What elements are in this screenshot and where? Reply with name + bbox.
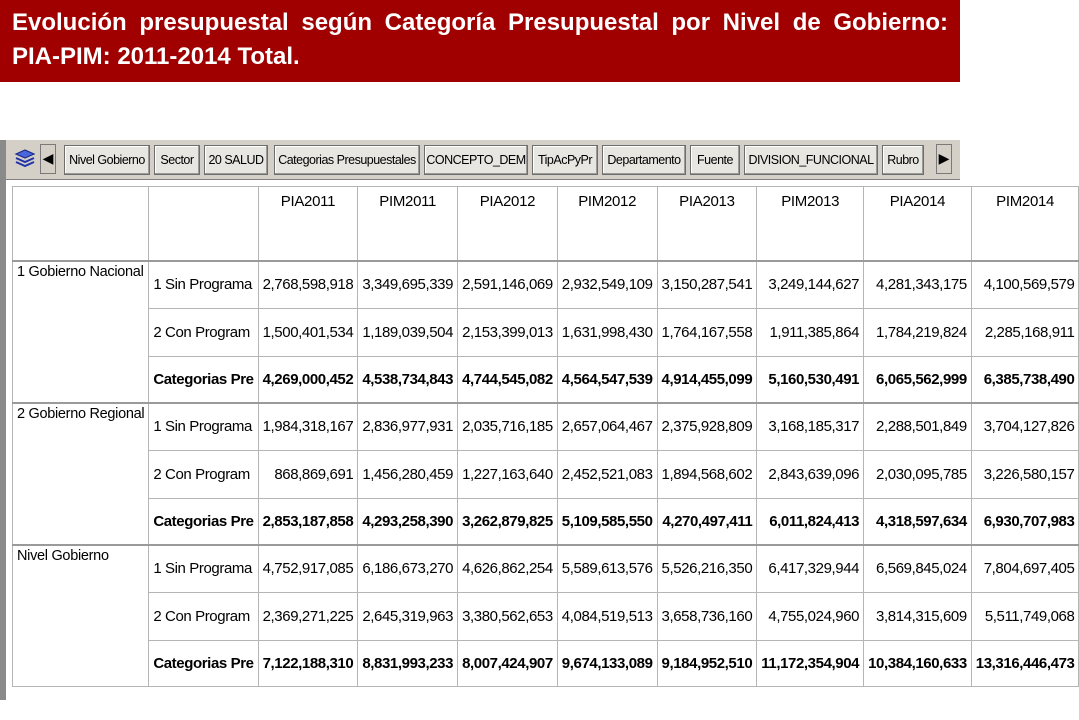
table-cell: 4,270,497,411 <box>657 499 757 545</box>
table-cell: 868,869,691 <box>258 451 358 499</box>
dimension-button-sector[interactable]: Sector <box>154 145 200 175</box>
row-category-label[interactable]: Categorias Pre <box>149 641 258 687</box>
table-cell: 3,249,144,627 <box>757 261 864 309</box>
table-cell: 1,189,039,504 <box>358 309 458 357</box>
table-cell: 11,172,354,904 <box>757 641 864 687</box>
table-cell: 6,186,673,270 <box>358 545 458 593</box>
dimension-button-division-funcional[interactable]: DIVISION_FUNCIONAL <box>744 145 878 175</box>
table-cell: 3,658,736,160 <box>657 593 757 641</box>
table-cell: 2,369,271,225 <box>258 593 358 641</box>
table-cell: 1,764,167,558 <box>657 309 757 357</box>
corner-cell <box>13 187 149 261</box>
dimension-button-rubro[interactable]: Rubro <box>882 145 924 175</box>
table-cell: 8,007,424,907 <box>458 641 558 687</box>
table-row <box>13 261 1079 309</box>
row-category-label[interactable]: 2 Con Program <box>149 309 258 357</box>
table-cell: 2,288,501,849 <box>864 403 972 451</box>
table-cell: 2,030,095,785 <box>864 451 972 499</box>
table-cell: 4,269,000,452 <box>258 357 358 403</box>
row-category-label[interactable]: 1 Sin Programa <box>149 261 258 309</box>
dimension-button-concepto-dem[interactable]: CONCEPTO_DEM <box>424 145 528 175</box>
table-cell: 2,836,977,931 <box>358 403 458 451</box>
table-cell: 1,500,401,534 <box>258 309 358 357</box>
table-row-total <box>13 357 1079 403</box>
table-cell: 4,293,258,390 <box>358 499 458 545</box>
chevron-right-icon: ▶ <box>938 151 950 167</box>
table-cell: 2,153,399,013 <box>458 309 558 357</box>
table-row <box>13 403 1079 451</box>
table-cell: 7,122,188,310 <box>258 641 358 687</box>
row-category-label[interactable]: 1 Sin Programa <box>149 545 258 593</box>
row-level-label[interactable]: Nivel Gobierno <box>13 545 149 687</box>
table-cell: 4,281,343,175 <box>864 261 972 309</box>
table-cell: 3,380,562,653 <box>458 593 558 641</box>
table-cell: 4,100,569,579 <box>971 261 1079 309</box>
table-cell: 4,538,734,843 <box>358 357 458 403</box>
table-cell: 9,184,952,510 <box>657 641 757 687</box>
row-category-label[interactable]: 2 Con Program <box>149 593 258 641</box>
budget-table <box>12 186 1079 687</box>
column-header[interactable]: PIM2011 <box>358 187 458 261</box>
dimension-button-categorias-presupuestales[interactable]: Categorias Presupuestales <box>274 145 420 175</box>
column-header[interactable]: PIA2014 <box>864 187 972 261</box>
table-cell: 2,285,168,911 <box>971 309 1079 357</box>
table-cell: 5,511,749,068 <box>971 593 1079 641</box>
table-cell: 6,011,824,413 <box>757 499 864 545</box>
table-cell: 3,262,879,825 <box>458 499 558 545</box>
dimension-button-departamento[interactable]: Departamento <box>602 145 686 175</box>
table-cell: 4,084,519,513 <box>557 593 657 641</box>
table-cell: 8,831,993,233 <box>358 641 458 687</box>
table-cell: 6,569,845,024 <box>864 545 972 593</box>
table-cell: 4,752,917,085 <box>258 545 358 593</box>
dimension-button-fuente[interactable]: Fuente <box>690 145 740 175</box>
table-cell: 5,526,216,350 <box>657 545 757 593</box>
scroll-left-button[interactable] <box>40 144 56 174</box>
scroll-right-button[interactable] <box>936 144 952 174</box>
table-cell: 6,385,738,490 <box>971 357 1079 403</box>
pivot-grid <box>6 180 1075 700</box>
table-cell: 1,227,163,640 <box>458 451 558 499</box>
table-cell: 10,384,160,633 <box>864 641 972 687</box>
row-category-label[interactable]: 1 Sin Programa <box>149 403 258 451</box>
table-cell: 4,564,547,539 <box>557 357 657 403</box>
table-row <box>13 309 1079 357</box>
table-cell: 3,168,185,317 <box>757 403 864 451</box>
table-cell: 4,755,024,960 <box>757 593 864 641</box>
table-cell: 1,911,385,864 <box>757 309 864 357</box>
table-row-total <box>13 641 1079 687</box>
table-cell: 3,814,315,609 <box>864 593 972 641</box>
table-cell: 6,930,707,983 <box>971 499 1079 545</box>
table-cell: 9,674,133,089 <box>557 641 657 687</box>
column-header[interactable]: PIA2013 <box>657 187 757 261</box>
table-cell: 4,914,455,099 <box>657 357 757 403</box>
table-cell: 2,853,187,858 <box>258 499 358 545</box>
table-cell: 2,591,146,069 <box>458 261 558 309</box>
table-row-total <box>13 499 1079 545</box>
table-cell: 3,704,127,826 <box>971 403 1079 451</box>
dimension-button-nivel-gobierno[interactable]: Nivel Gobierno <box>64 145 150 175</box>
table-cell: 4,744,545,082 <box>458 357 558 403</box>
dimension-button-20-salud[interactable]: 20 SALUD <box>204 145 268 175</box>
table-row <box>13 593 1079 641</box>
table-cell: 3,349,695,339 <box>358 261 458 309</box>
table-cell: 6,417,329,944 <box>757 545 864 593</box>
row-category-label[interactable]: Categorias Pre <box>149 357 258 403</box>
table-cell: 2,375,928,809 <box>657 403 757 451</box>
row-level-label[interactable]: 1 Gobierno Nacional <box>13 261 149 403</box>
dimension-button-tipacpypr[interactable]: TipAcPyPr <box>532 145 598 175</box>
column-header[interactable]: PIA2012 <box>458 187 558 261</box>
table-cell: 3,226,580,157 <box>971 451 1079 499</box>
table-cell: 1,784,219,824 <box>864 309 972 357</box>
table-cell: 2,932,549,109 <box>557 261 657 309</box>
column-header[interactable]: PIM2012 <box>557 187 657 261</box>
table-row <box>13 451 1079 499</box>
table-row <box>13 545 1079 593</box>
table-cell: 2,768,598,918 <box>258 261 358 309</box>
table-cell: 6,065,562,999 <box>864 357 972 403</box>
row-category-label[interactable]: 2 Con Program <box>149 451 258 499</box>
table-cell: 4,626,862,254 <box>458 545 558 593</box>
table-cell: 7,804,697,405 <box>971 545 1079 593</box>
table-cell: 1,984,318,167 <box>258 403 358 451</box>
pivot-table-window <box>0 140 1075 700</box>
table-cell: 4,318,597,634 <box>864 499 972 545</box>
table-cell: 2,843,639,096 <box>757 451 864 499</box>
table-cell: 5,589,613,576 <box>557 545 657 593</box>
table-cell: 5,160,530,491 <box>757 357 864 403</box>
table-cell: 2,657,064,467 <box>557 403 657 451</box>
table-cell: 1,456,280,459 <box>358 451 458 499</box>
column-header[interactable]: PIM2014 <box>971 187 1079 261</box>
table-cell: 1,631,998,430 <box>557 309 657 357</box>
table-cell: 13,316,446,473 <box>971 641 1079 687</box>
table-cell: 2,035,716,185 <box>458 403 558 451</box>
title-banner <box>0 0 960 82</box>
dimension-toolbar <box>6 140 960 180</box>
column-header[interactable]: PIM2013 <box>757 187 864 261</box>
row-level-label[interactable]: 2 Gobierno Regional <box>13 403 149 545</box>
stack-icon[interactable] <box>14 148 36 168</box>
table-cell: 2,645,319,963 <box>358 593 458 641</box>
header-row <box>13 187 1079 261</box>
table-cell: 3,150,287,541 <box>657 261 757 309</box>
chevron-left-icon: ◀ <box>42 151 54 167</box>
column-header[interactable]: PIA2011 <box>258 187 358 261</box>
page-title: Evolución presupuestal según Categoría Presupuestal por Nivel de Gobierno: PIA-PIM: 2011-2014 Total. <box>12 9 948 70</box>
table-cell: 1,894,568,602 <box>657 451 757 499</box>
corner-cell <box>149 187 258 261</box>
table-cell: 2,452,521,083 <box>557 451 657 499</box>
row-category-label[interactable]: Categorias Pre <box>149 499 258 545</box>
table-cell: 5,109,585,550 <box>557 499 657 545</box>
